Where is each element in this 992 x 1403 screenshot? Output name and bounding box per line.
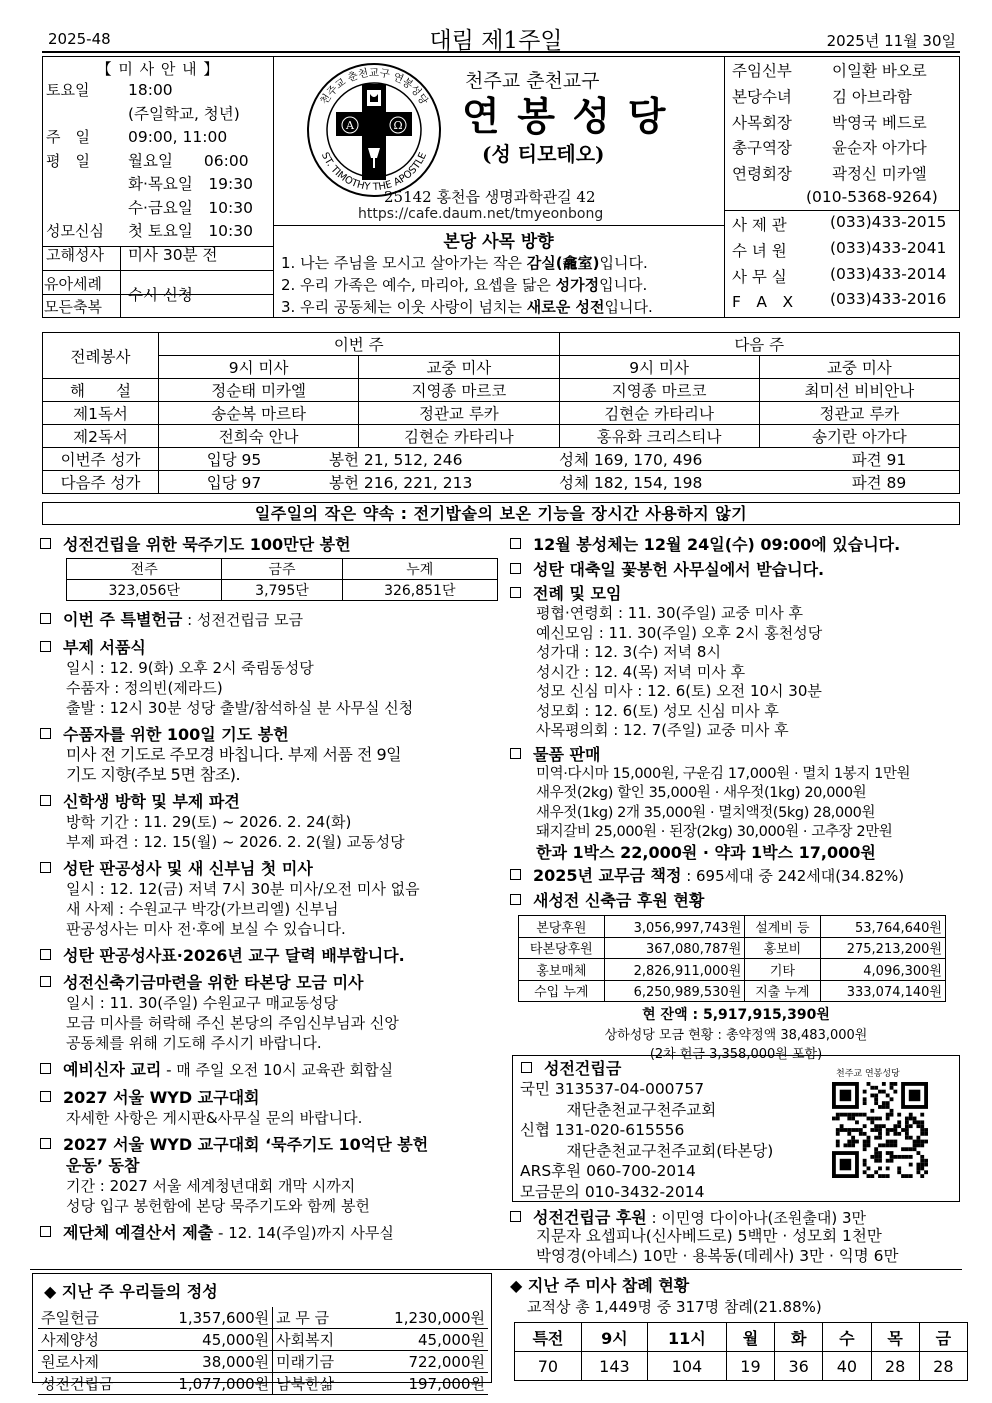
header-rule xyxy=(42,51,960,53)
fund-cell: 333,074,140원 xyxy=(820,980,945,1002)
building-fund-table xyxy=(518,915,946,1002)
attendance-value-row xyxy=(515,1352,968,1381)
fund-cell: 기타 xyxy=(745,959,820,981)
fund-row xyxy=(519,980,946,1002)
col-9am: 9시 미사 xyxy=(159,356,359,379)
liturgy-table xyxy=(42,332,960,494)
offering-table xyxy=(38,1307,488,1395)
song-label: 이번주 성가 xyxy=(43,448,159,471)
diocese-name: 천주교 춘천교구 xyxy=(465,70,600,92)
contact-label: 사 무 실 xyxy=(732,267,787,286)
offering-cell: 미래기금 xyxy=(276,1353,335,1371)
mass-time: 첫 토요일 10:30 xyxy=(128,222,253,240)
song-label: 다음주 성가 xyxy=(43,471,159,494)
mass-day xyxy=(46,197,128,221)
text-line: 돼지갈비 25,000원 · 된장(2kg) 30,000원 · 고추장 2만원 xyxy=(536,824,893,840)
attendance-table xyxy=(514,1322,968,1381)
section-meetings: 전례 및 모임 xyxy=(510,583,962,604)
text-line: 새우젓(1kg) 2개 35,000원 · 멸치액젓(5kg) 28,000원 xyxy=(536,804,876,821)
text-line: 공동체를 위해 기도해 주시기 바랍니다. xyxy=(66,1034,322,1052)
attendance-value: 28 xyxy=(871,1352,919,1381)
page-title: 대림 제1주일 xyxy=(429,28,563,54)
song-d: 파견 91 xyxy=(851,451,907,469)
mass-time-row xyxy=(46,173,272,197)
staff-role: 본당수녀 xyxy=(732,87,792,106)
text-line: 기간 : 2027 서울 세계청년대회 개막 시까지 xyxy=(66,1177,356,1195)
section-ordination: 부제 서품식 xyxy=(40,637,500,658)
liturgy-cell: 김현순 카타리나 xyxy=(359,425,559,448)
text-line: 미사 전 기도로 주모경 바칩니다. 부제 서품 전 9일 xyxy=(66,745,402,764)
attendance-value: 143 xyxy=(581,1352,647,1381)
contact-number[interactable]: (033)433-2016 xyxy=(830,290,947,309)
attendance-head: 금 xyxy=(919,1323,967,1352)
text-line: 사목평의회 : 12. 7(주일) 교중 미사 후 xyxy=(536,721,789,739)
vision-title: 본당 사목 방향 xyxy=(443,232,554,252)
fund-cell: 홍보비 xyxy=(745,937,820,959)
attendance-head: 목 xyxy=(871,1323,919,1352)
staff-role: 사목회장 xyxy=(732,113,792,132)
sister-note-1: 상하성당 모금 현황 : 총약정액 38,483,000원 xyxy=(604,1028,868,1043)
offering-cell: 1,357,600원 xyxy=(143,1307,273,1329)
text-line: 예신모임 : 11. 30(주일) 오후 2시 홍천성당 xyxy=(536,623,823,642)
attendance-value: 19 xyxy=(726,1352,774,1381)
attendance-summary: 교적상 총 1,449명 중 317명 참례(21.88%) xyxy=(527,1298,822,1316)
staff-role: 주임신부 xyxy=(732,62,792,80)
song-row xyxy=(43,471,960,494)
text-line: 판공성사는 미사 전·후에 보실 수 있습니다. xyxy=(66,920,346,938)
text-line: 모금 미사를 허락해 주신 본당의 주임신부님과 신앙 xyxy=(66,1014,399,1032)
text-line: 일시 : 12. 12(금) 저녁 7시 30분 미사/오전 미사 없음 xyxy=(66,880,420,898)
staff-name: 이일환 바오로 xyxy=(832,62,927,80)
liturgy-head: 전례봉사 xyxy=(43,333,159,379)
seal-top-text: 천주교 춘천교구 연봉성당 xyxy=(318,67,430,107)
text-line: 평협·연령회 : 11. 30(주일) 교중 미사 후 xyxy=(536,604,803,622)
liturgy-cell: 정관교 루카 xyxy=(759,402,959,425)
left-column: 성전건립을 위한 묵주기도 100만단 봉헌 전주 금주 누계 323,056단 3,795단 326,851단 이번 주 특별헌금 : 성전건립금 모금 부제 서품식 일시 : 12. 9(화) 오후 2시 죽림동성당 수품자 : 정의빈(제라드) 출발 : 12시 30분 성당 출발/참석하실 분 사무실 신청 수품자를 위한 100일 기도 봉헌 미사 전 기도로 주모경 바칩니다. 부제 서품 전 9일 기도 지향(주보 5면 참조). 신학생 방학 및 부제 파견 방학 기간 : 11. 29(토) ~ 2026. 2. 24(화) 부제 파견 : 12. 15(월) ~ 2026. 2. 2(월) 교동성당 성탄 판공성사 및 새 신부님 첫 미사 일시 : 12. 12(금) 저녁 7시 30분 미사/오전 미사 없음 새 사제 : 수원교구 박강(가브리엘) 신부님 판공성사는 미사 전·후에 보실 수 있습니다. 성탄 판공성사표·2026년 교구 달력 배부합니다. 성전신축기금마련을 위한 타본당 모금 미사 일시 : 11. 30(주일) 수원교구 매교동성당 모금 미사를 허락해 주신 본당의 주임신부님과 신앙 공동체를 위해 기도해 주시기 바랍니다. 예비신자 교리 - 매 주일 오전 10시 교육관 회합실 2027 서울 WYD 교구대회 자세한 사항은 게시판&사무실 문의 바랍니다. 2027 서울 WYD 교구대회 ‘묵주기도 10억단 봉헌 운동’ 동참 기간 : 2027 서울 세계청년대회 개막 시까지 성당 입구 봉헌함에 본당 묵주기도와 함께 봉헌 제단체 예결산서 제출 - 12. 14(주일)까지 사무실 xyxy=(40,534,500,1244)
section-dues: 2025년 교무금 책정 : 695세대 중 242세대(34.82%) xyxy=(510,865,962,887)
attendance-value: 70 xyxy=(515,1352,582,1381)
song-d: 파견 89 xyxy=(851,474,907,492)
liturgy-role: 제2독서 xyxy=(43,425,159,448)
liturgy-row xyxy=(43,402,960,425)
offering-cell: 사제양성 xyxy=(41,1331,99,1349)
fund-cell: 지출 누계 xyxy=(745,980,820,1002)
offering-cell: 주일헌금 xyxy=(41,1309,99,1327)
attendance-value: 28 xyxy=(919,1352,967,1381)
song-a: 입당 97 xyxy=(206,474,262,492)
section-donors: 성전건립금 후원 : 이민영 다이아나(조원출대) 3만 xyxy=(510,1207,866,1229)
section-budget: 제단체 예결산서 제출 - 12. 14(주일)까지 사무실 xyxy=(40,1222,500,1244)
contact-number[interactable]: (033)433-2041 xyxy=(830,238,947,257)
offering-row xyxy=(38,1329,488,1351)
fund-row xyxy=(519,937,946,959)
section-calendar: 성탄 판공성사표·2026년 교구 달력 배부합니다. xyxy=(40,945,500,966)
mass-time-row xyxy=(46,244,272,268)
contact-row xyxy=(732,290,958,316)
song-a: 입당 95 xyxy=(206,451,262,469)
contact-row xyxy=(732,239,958,265)
rosary-table xyxy=(66,558,498,601)
attendance-value: 36 xyxy=(775,1352,823,1381)
contact-row xyxy=(732,213,958,239)
fund-row xyxy=(519,916,946,938)
parish-name: 연 봉 성 당 xyxy=(462,94,668,140)
song-c: 성체 182, 154, 198 xyxy=(559,474,703,492)
extra-label-1: 유아세례 xyxy=(44,275,102,293)
svg-text:A: A xyxy=(346,119,354,132)
rosary-head: 금주 xyxy=(222,559,342,580)
song-b: 봉헌 21, 512, 246 xyxy=(329,451,463,469)
section-prayer100: 수품자를 위한 100일 기도 봉헌 xyxy=(40,724,500,745)
offering-row xyxy=(38,1307,488,1329)
attendance-head: 수 xyxy=(823,1323,871,1352)
attendance-value: 40 xyxy=(823,1352,871,1381)
offering-cell: 남북한삶 xyxy=(276,1375,335,1393)
staff-role: 연령회장 xyxy=(732,165,792,184)
mass-time: 월요일 06:00 xyxy=(128,151,249,170)
staff-row xyxy=(732,111,958,137)
fund-cell: 홍보매체 xyxy=(519,959,605,981)
mass-time-row xyxy=(46,79,272,103)
offering-cell: 성전건립금 xyxy=(41,1375,114,1393)
attendance-head-row xyxy=(515,1323,968,1352)
mass-time: 18:00 xyxy=(128,81,173,99)
fund-cell: 53,764,640원 xyxy=(820,916,945,938)
staff-phone: (010-5368-9264) xyxy=(806,188,938,206)
fund-row xyxy=(519,959,946,981)
fund-cell: 설계비 등 xyxy=(745,916,820,938)
text-line: 재단춘천교구천주교회 xyxy=(520,1100,717,1119)
text-line: ARS후원 060-700-2014 xyxy=(520,1162,696,1180)
extra-label-2: 모든축복 xyxy=(44,298,102,316)
mass-day: 평 일 xyxy=(46,151,90,170)
section-sales: 물품 판매 xyxy=(510,744,962,765)
attendance-head: 11시 xyxy=(648,1323,727,1352)
text-line: 국민 313537-04-000757 xyxy=(520,1080,705,1098)
rosary-value: 323,056단 xyxy=(67,580,222,601)
liturgy-cell: 송기란 아가다 xyxy=(759,425,959,448)
vision-item: 2. 우리 가족은 예수, 마리아, 요셉을 닮은 성가정입니다. xyxy=(281,276,648,294)
mass-guide xyxy=(46,58,270,80)
sister-note-2: (2차 헌금 3,358,000원 포함) xyxy=(649,1047,823,1062)
liturgy-cell: 최미선 비비안나 xyxy=(759,379,959,402)
offering-cell: 원로사제 xyxy=(41,1353,99,1371)
text-line: 성가대 : 12. 3(수) 저녁 8시 xyxy=(536,643,721,661)
liturgy-cell: 송순복 마르타 xyxy=(159,402,359,425)
song-b: 봉헌 216, 221, 213 xyxy=(329,474,473,492)
text-line: 성당 입구 봉헌함에 본당 묵주기도와 함께 봉헌 xyxy=(66,1197,370,1215)
contact-label: 수 녀 원 xyxy=(732,241,787,260)
offering-cell: 1,077,000원 xyxy=(143,1373,273,1395)
mass-time-row xyxy=(46,126,272,150)
account-title: 성전건립금 xyxy=(521,1058,621,1079)
qr-code[interactable] xyxy=(832,1082,928,1178)
attendance-head: 화 xyxy=(775,1323,823,1352)
offering-cell: 1,230,000원 xyxy=(394,1309,485,1327)
svg-text:Ω: Ω xyxy=(393,119,403,132)
mass-day xyxy=(46,103,128,127)
liturgy-cell: 홍유화 크리스티나 xyxy=(559,425,759,448)
section-seminary: 신학생 방학 및 부제 파견 xyxy=(40,791,500,812)
next-week-head: 다음 주 xyxy=(559,333,960,356)
liturgy-role: 제1독서 xyxy=(43,402,159,425)
issue-number: 2025-48 xyxy=(48,30,111,48)
text-line: 성모회 : 12. 6(토) 성모 신심 미사 후 xyxy=(536,701,779,720)
text-line: 성모 신심 미사 : 12. 6(토) 오전 10시 30분 xyxy=(536,682,822,700)
this-week-head: 이번 주 xyxy=(159,333,560,356)
rosary-value: 326,851단 xyxy=(342,580,497,601)
attendance-head: 9시 xyxy=(581,1323,647,1352)
text-line: 모금문의 010-3432-2014 xyxy=(520,1182,705,1201)
mass-day: 고해성사 xyxy=(46,245,104,264)
liturgy-cell: 지영종 마르코 xyxy=(559,379,759,402)
text-line: 새우젓(2kg) 할인 35,000원 · 새우젓(1kg) 20,000원 xyxy=(536,785,867,801)
text-line: 신협 131-020-615556 xyxy=(520,1121,685,1139)
mass-time: (주일학교, 청년) xyxy=(128,104,240,123)
issue-date: 2025년 11월 30일 xyxy=(826,32,956,50)
fund-cell: 367,080,787원 xyxy=(604,937,745,959)
offering-cell: 197,000원 xyxy=(408,1375,485,1393)
weekly-promise: 일주일의 작은 약속 : 전기밥솥의 보온 기능을 장시간 사용하지 않기 xyxy=(42,502,960,525)
attendance-head: 월 xyxy=(726,1323,774,1352)
staff-row xyxy=(732,59,958,85)
section-flowers: 성탄 대축일 꽃봉헌 사무실에서 받습니다. xyxy=(510,559,962,580)
section-fund-mass: 성전신축기금마련을 위한 타본당 모금 미사 xyxy=(40,972,500,993)
staff-role: 총구역장 xyxy=(732,139,792,158)
staff-row xyxy=(732,136,958,162)
col-parish: 교중 미사 xyxy=(759,356,959,379)
text-line: 박영경(아녜스) 10만 · 용복동(데레사) 3만 · 익명 6만 xyxy=(536,1246,899,1265)
cafe-link[interactable]: https://cafe.daum.net/tmyeonbong xyxy=(358,206,604,222)
rosary-head: 누계 xyxy=(342,559,497,580)
section-special: 이번 주 특별헌금 : 성전건립금 모금 xyxy=(40,609,500,631)
text-line: 새 사제 : 수원교구 박강(가브리엘) 신부님 xyxy=(66,900,339,918)
staff-name: 김 아브라함 xyxy=(832,87,912,106)
col-9am: 9시 미사 xyxy=(559,356,759,379)
mass-time-row xyxy=(46,150,272,174)
offering-cell: 사회복지 xyxy=(276,1331,335,1349)
fund-cell: 3,056,997,743원 xyxy=(604,916,745,938)
mass-day: 토요일 xyxy=(46,81,90,99)
liturgy-role: 해 설 xyxy=(43,379,159,402)
staff-name: 박영국 베드로 xyxy=(832,113,927,132)
section-communion: 12월 봉성체는 12월 24일(수) 09:00에 있습니다. xyxy=(510,534,962,555)
offering-row xyxy=(38,1351,488,1373)
mass-time-row xyxy=(46,220,272,244)
liturgy-cell: 김현순 카타리나 xyxy=(559,402,759,425)
offering-cell: 45,000원 xyxy=(143,1329,273,1351)
fund-cell: 275,213,200원 xyxy=(820,937,945,959)
liturgy-row xyxy=(43,379,960,402)
liturgy-cell: 정관교 루카 xyxy=(359,402,559,425)
mass-time: 화·목요일 19:30 xyxy=(128,175,253,193)
fund-cell: 6,250,989,530원 xyxy=(604,980,745,1002)
text-line: 방학 기간 : 11. 29(토) ~ 2026. 2. 24(화) xyxy=(66,813,352,831)
offering-cell: 722,000원 xyxy=(408,1353,485,1371)
attendance-title: ◆ 지난 주 미사 참례 현황 xyxy=(510,1276,690,1295)
right-column xyxy=(510,534,962,1062)
section-catechumen: 예비신자 교리 - 매 주일 오전 10시 교육관 회합실 xyxy=(40,1059,500,1081)
seal-bottom-text: ST. TIMOTHY THE APOSTLE xyxy=(318,150,430,194)
contact-row xyxy=(732,265,958,291)
mass-day: 성모신심 xyxy=(46,222,104,240)
mass-time: 09:00, 11:00 xyxy=(128,128,228,146)
attendance-value: 104 xyxy=(648,1352,727,1381)
liturgy-cell: 정순태 미카엘 xyxy=(159,379,359,402)
contact-label: 사 제 관 xyxy=(732,216,787,234)
vision-item: 3. 우리 공동체는 이웃 사랑이 넘치는 새로운 성전입니다. xyxy=(281,298,653,316)
text-line: 기도 지향(주보 5면 참조). xyxy=(66,765,241,784)
text-line: 성시간 : 12. 4(목) 저녁 미사 후 xyxy=(536,662,746,681)
text-line: 출발 : 12시 30분 성당 출발/참석하실 분 사무실 신청 xyxy=(66,699,414,717)
parish-seal-logo xyxy=(304,60,444,200)
offering-row xyxy=(38,1373,488,1395)
vision-item: 1. 나는 주님을 모시고 살아가는 작은 감실(龕室)입니다. xyxy=(281,254,648,272)
mass-day xyxy=(46,173,128,197)
staff-row xyxy=(732,162,958,188)
song-c: 성체 169, 170, 496 xyxy=(559,451,703,469)
offering-cell: 38,000원 xyxy=(143,1351,273,1373)
staff-name: 곽정신 미카엘 xyxy=(832,165,927,184)
parish-patron: (성 티모테오) xyxy=(482,142,605,166)
text-line: 일시 : 12. 9(화) 오후 2시 죽림동성당 xyxy=(66,659,314,677)
staff-name: 윤순자 아가다 xyxy=(832,139,927,158)
mass-guide-title: 【 미 사 안 내 】 xyxy=(96,60,220,78)
fund-cell: 4,096,300원 xyxy=(820,959,945,981)
liturgy-cell: 전희숙 안나 xyxy=(159,425,359,448)
text-line: 미역·다시마 15,000원, 구운김 17,000원 · 멸치 1봉지 1만원 xyxy=(536,765,911,782)
text-line: 부제 파견 : 12. 15(월) ~ 2026. 2. 2(월) 교동성당 xyxy=(66,833,405,851)
offering-cell: 교 무 금 xyxy=(276,1309,330,1327)
contact-number[interactable]: (033)433-2014 xyxy=(830,264,947,283)
offering-title: ◆ 지난 주 우리들의 정성 xyxy=(44,1282,218,1301)
section-wyd-rosary: 2027 서울 WYD 교구대회 ‘묵주기도 10억단 봉헌 xyxy=(40,1134,500,1155)
fund-cell: 타본당후원 xyxy=(519,937,605,959)
text-line: 재단춘천교구천주교회(타본당) xyxy=(520,1141,774,1160)
section-rosary: 성전건립을 위한 묵주기도 100만단 봉헌 xyxy=(40,534,500,555)
extra-value: 수시 신청 xyxy=(128,286,193,304)
liturgy-row xyxy=(43,425,960,448)
text-line: 일시 : 11. 30(주일) 수원교구 매교동성당 xyxy=(66,994,338,1012)
current-balance: 현 잔액 : 5,917,915,390원 xyxy=(642,1007,830,1023)
sales-bold-line: 한과 1박스 22,000원 · 약과 1박스 17,000원 xyxy=(536,842,876,862)
section-building-fund: 새성전 신축금 후원 현황 xyxy=(510,890,962,911)
fund-cell: 수입 누계 xyxy=(519,980,605,1002)
qr-label: 천주교 연봉성당 xyxy=(836,1069,900,1079)
text-line: 지문자 요셉피나(신사베드로) 5백만 · 성모회 1천만 xyxy=(536,1227,882,1245)
fund-cell: 2,826,911,000원 xyxy=(604,959,745,981)
parish-address: 25142 홍천읍 생명과학관길 42 xyxy=(384,188,596,206)
section-wyd: 2027 서울 WYD 교구대회 xyxy=(40,1087,500,1108)
text-line: 수품자 : 정의빈(제라드) xyxy=(66,679,223,697)
song-row xyxy=(43,448,960,471)
liturgy-cell: 지영종 마르코 xyxy=(359,379,559,402)
rosary-head: 전주 xyxy=(67,559,222,580)
col-parish: 교중 미사 xyxy=(359,356,559,379)
mass-day: 주 일 xyxy=(46,128,90,146)
contact-number[interactable]: (033)433-2015 xyxy=(830,213,947,231)
attendance-head: 특전 xyxy=(515,1323,582,1352)
mass-time-row xyxy=(46,197,272,221)
text-line: 자세한 사항은 게시판&사무실 문의 바랍니다. xyxy=(66,1109,363,1127)
staff-row xyxy=(732,85,958,111)
fund-cell: 본당후원 xyxy=(519,916,605,938)
mass-time: 수·금요일 10:30 xyxy=(128,198,253,217)
mass-time-row xyxy=(46,103,272,127)
mass-time: 미사 30분 전 xyxy=(128,245,218,264)
section-christmas: 성탄 판공성사 및 새 신부님 첫 미사 xyxy=(40,858,500,879)
rosary-value: 3,795단 xyxy=(222,580,342,601)
contact-label: F A X xyxy=(732,293,794,312)
offering-cell: 45,000원 xyxy=(418,1331,485,1349)
